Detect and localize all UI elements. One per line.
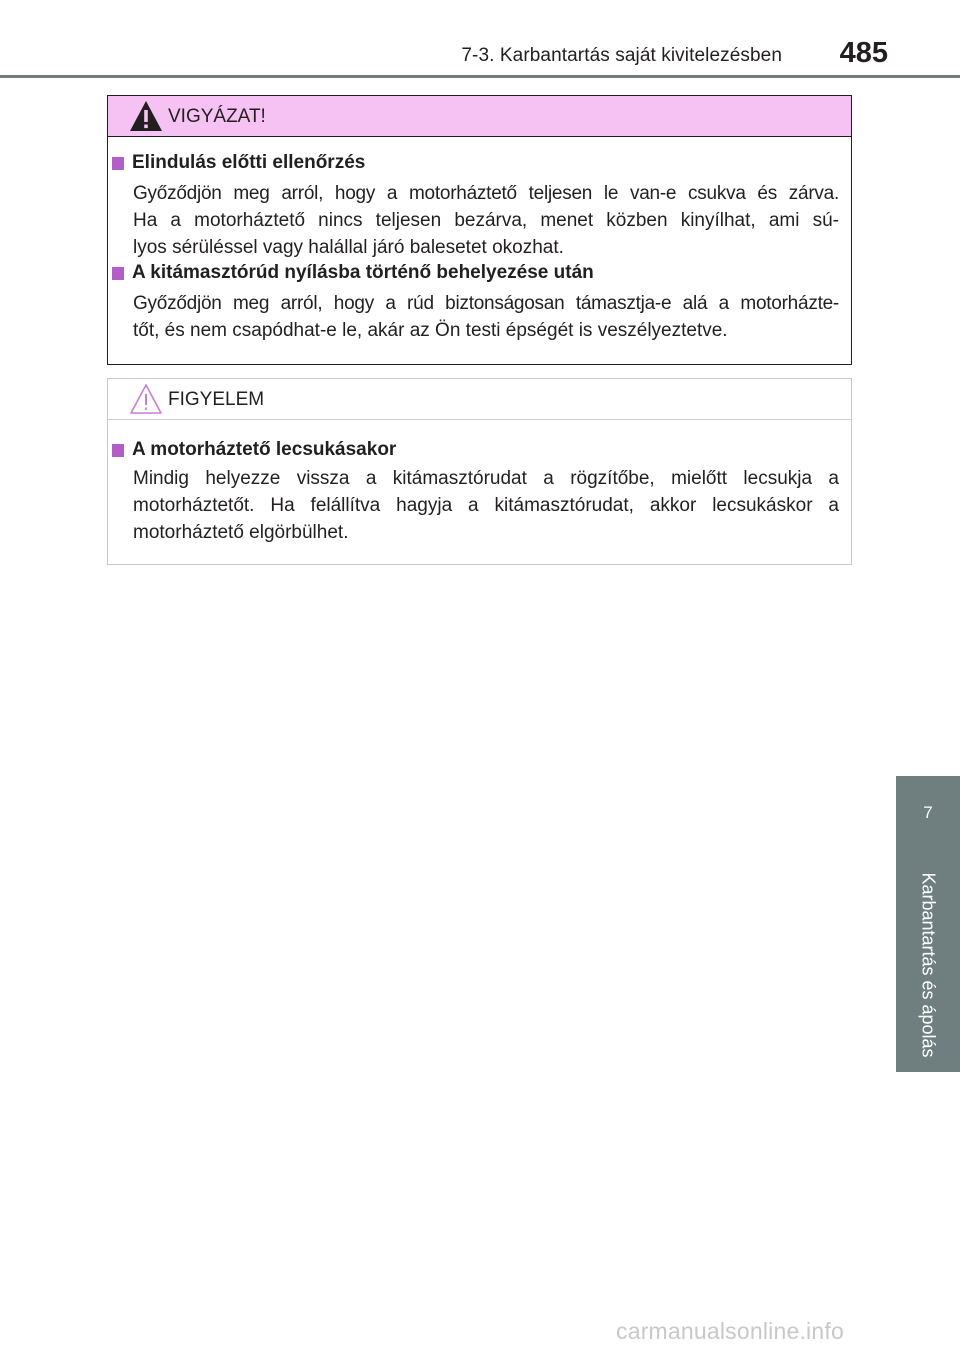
page-number: 485: [839, 37, 888, 69]
warning-item-text: Győződjön meg arról, hogy a motorháztető teljesen le van-e csukva és zárva. Ha a motorháztető nincs teljesen bezárva, menet közben kinyílhat, ami sú- lyos sérüléssel vagy halállal járó balesetet okozhat.: [133, 183, 839, 258]
warning-item-title: Elindulás előtti ellenőrzés: [112, 152, 365, 174]
warning-triangle-icon: [129, 100, 163, 132]
warning-box-label: VIGYÁZAT!: [168, 106, 266, 127]
header-divider: [0, 75, 960, 78]
warning-item-text: Győződjön meg arról, hogy a rúd biztonságosan támasztja-e alá a motorházte- tőt, és nem csapódhat-e le, akár az Ön testi épségét is veszélyeztetve.: [133, 293, 839, 341]
chapter-number: 7: [923, 803, 933, 822]
watermark: carmanualsonline.info: [616, 1318, 844, 1344]
chapter-title: Karbantartás és ápolás: [918, 872, 939, 1058]
bullet-square-icon: [112, 267, 124, 280]
notice-box-header: [108, 379, 851, 420]
chapter-tab: [896, 776, 960, 859]
notice-box: [107, 378, 852, 565]
caution-triangle-outline-icon: [129, 383, 163, 415]
notice-item-text: Mindig helyezze vissza a kitámasztórudat a rögzítőbe, mielőtt lecsukja a motorháztetőt. Ha felállítva hagyja a kitámasztórudat, akkor lecsukáskor a motorháztető elgörbülhet.: [133, 468, 839, 543]
section-title: 7-3. Karbantartás saját kivitelezésben: [461, 45, 782, 66]
notice-item-title: A motorháztető lecsukásakor: [112, 439, 396, 461]
bullet-square-icon: [112, 157, 124, 170]
notice-box-label: FIGYELEM: [168, 389, 265, 410]
warning-box: [107, 95, 852, 365]
page-header: [0, 0, 960, 80]
bullet-square-icon: [112, 444, 124, 457]
chapter-tab-strip: [896, 859, 960, 1072]
warning-box-header: [108, 96, 851, 137]
warning-item-title: A kitámasztórúd nyílásba történő behelyezése után: [112, 262, 594, 284]
